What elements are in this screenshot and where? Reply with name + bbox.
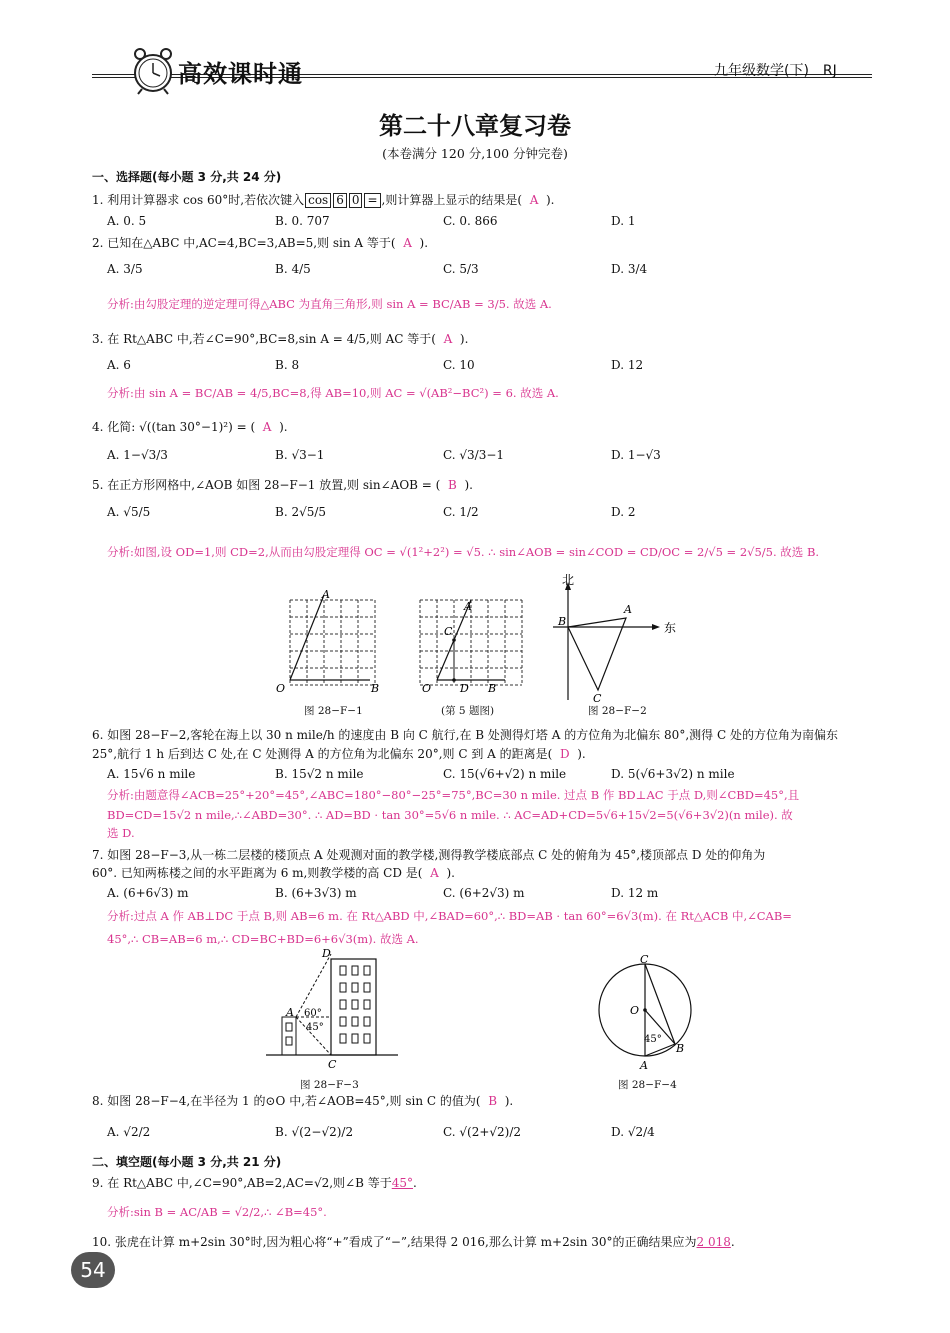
q1-option-b: B. 0. 707 <box>275 214 330 228</box>
q9-answer: 45° <box>391 1176 414 1190</box>
question-9 <box>92 1174 417 1191</box>
q7-option-a: A. (6+6√3) m <box>107 886 189 900</box>
caption-q5: (第 5 题图) <box>441 705 495 717</box>
caption-28-F-1: 图 28−F−1 <box>304 705 363 717</box>
q8-option-c: C. √(2+√2)/2 <box>443 1125 522 1139</box>
q3-option-d: D. 12 <box>611 358 644 372</box>
caption-28-F-3: 图 28−F−3 <box>300 1079 359 1091</box>
q5-text: 5. 在正方形网格中,∠AOB 如图 28−F−1 放置,则 sin∠AOB = ( <box>92 478 441 492</box>
alarm-clock-icon <box>130 46 176 96</box>
q4-end: ). <box>279 420 288 434</box>
q6-option-d: D. 5(√6+3√2) n mile <box>611 767 735 781</box>
section-choice-heading: 一、选择题(每小题 3 分,共 24 分) <box>92 170 282 184</box>
key-cos: cos <box>305 193 331 208</box>
svg-text:O: O <box>422 682 432 695</box>
svg-text:O: O <box>630 1004 640 1017</box>
q4-option-b: B. √3−1 <box>275 448 325 462</box>
q8-option-a: A. √2/2 <box>107 1125 151 1139</box>
q1-end: ). <box>546 193 555 207</box>
north-label: 北 <box>562 573 575 587</box>
q5-end: ). <box>464 478 473 492</box>
q8-option-b: B. √(2−√2)/2 <box>275 1125 354 1139</box>
svg-text:A: A <box>322 588 330 601</box>
q5-option-b: B. 2√5/5 <box>275 505 327 519</box>
page-title: 第二十八章复习卷 <box>379 111 571 140</box>
q5-option-d: D. 2 <box>611 505 636 519</box>
q3-answer: A <box>443 332 453 346</box>
figure-28-F-3 <box>262 944 402 1074</box>
svg-text:C: C <box>328 1058 337 1071</box>
svg-text:A: A <box>640 1059 648 1072</box>
q2-text: 2. 已知在△ABC 中,AC=4,BC=3,AB=5,则 sin A 等于( <box>92 236 396 250</box>
q10-answer: 2 018 <box>696 1235 731 1249</box>
q1-option-a: A. 0. 5 <box>107 214 147 228</box>
q10-text: 10. 张虎在计算 m+2sin 30°时,因为粗心将“+”看成了“−”,结果得 2 016,那么计算 m+2sin 30°的正确结果应为 <box>92 1235 697 1249</box>
figure-question-5 <box>414 588 524 698</box>
svg-text:D: D <box>322 947 331 960</box>
grade-label: 九年级数学(下) RJ <box>714 63 837 79</box>
q2-answer: A <box>403 236 412 250</box>
q6-analysis-line-2: BD=CD=15√2 n mile,∴∠ABD=30°. ∴ AD=BD · tan 30°=5√6 n mile. ∴ AC=AD+CD=5√6+15√2=5(√6+3√2)(n mile). 故 <box>107 808 793 822</box>
question-10 <box>92 1233 735 1250</box>
svg-text:A: A <box>624 603 632 616</box>
caption-28-F-4: 图 28−F−4 <box>618 1079 677 1091</box>
q4-option-d: D. 1−√3 <box>611 448 661 462</box>
logo-text: 高效课时通 <box>178 60 303 88</box>
q2-option-d: D. 3/4 <box>611 262 648 276</box>
q1-answer: A <box>529 193 539 207</box>
q1-option-c: C. 0. 866 <box>443 214 498 228</box>
caption-28-F-2: 图 28−F−2 <box>588 705 647 717</box>
q4-option-c: C. √3/3−1 <box>443 448 505 462</box>
q8-end: ). <box>504 1094 514 1108</box>
q7-answer: A <box>430 866 439 880</box>
q6-analysis-line-1: 分析:由题意得∠ACB=25°+20°=45°,∠ABC=180°−80°−25°=75°,BC=30 n mile. 过点 B 作 BD⊥AC 于点 D,则∠CBD=45°,且 <box>107 788 800 802</box>
svg-text:B: B <box>558 615 567 628</box>
q2-option-a: A. 3/5 <box>107 262 143 276</box>
key-equals: = <box>364 193 380 208</box>
q7-option-c: C. (6+2√3) m <box>443 886 525 900</box>
svg-text:A: A <box>286 1006 294 1019</box>
q9-analysis: 分析:sin B = AC/AB = √2/2,∴ ∠B=45°. <box>107 1205 327 1219</box>
svg-text:C: C <box>593 692 602 705</box>
question-4 <box>92 418 288 435</box>
question-7-line-1: 7. 如图 28−F−3,从一栋二层楼的楼顶点 A 处观测对面的教学楼,测得教学楼底部点 C 处的俯角为 45°,楼顶部点 D 处的仰角为 <box>92 848 766 862</box>
q7-option-b: B. (6+3√3) m <box>275 886 357 900</box>
q8-answer: B <box>488 1094 498 1108</box>
q8-option-d: D. √2/4 <box>611 1125 655 1139</box>
question-5 <box>92 476 473 493</box>
q6-option-a: A. 15√6 n mile <box>107 767 196 781</box>
q3-end: ). <box>459 332 469 346</box>
question-1 <box>92 191 555 208</box>
q5-option-c: C. 1/2 <box>443 505 479 519</box>
figure-28-F-4 <box>596 952 696 1072</box>
q7-option-d: D. 12 m <box>611 886 659 900</box>
q1-option-d: D. 1 <box>611 214 636 228</box>
q3-analysis: 分析:由 sin A = BC/AB = 4/5,BC=8,得 AB=10,则 AC = √(AB²−BC²) = 6. 故选 A. <box>107 386 559 400</box>
key-6: 6 <box>333 193 347 208</box>
q2-option-b: B. 4/5 <box>275 262 311 276</box>
q2-end: ). <box>419 236 429 250</box>
q7-analysis-line-1: 分析:过点 A 作 AB⊥DC 于点 B,则 AB=6 m. 在 Rt△ABD 中,∠BAD=60°,∴ BD=AB · tan 60°=6√3(m). 在 Rt△ACB 中,∠CAB= <box>107 909 792 923</box>
question-6-line-2 <box>92 745 586 762</box>
q2-option-c: C. 5/3 <box>443 262 479 276</box>
q7-text: 60°. 已知两栋楼之间的水平距离为 6 m,则教学楼的高 CD 是( <box>92 866 423 880</box>
figure-28-F-1 <box>270 588 390 698</box>
question-7-line-2 <box>92 864 455 881</box>
question-2 <box>92 234 428 251</box>
q6-text: 25°,航行 1 h 后到达 C 处,在 C 处测得 A 的方位角为北偏东 20°,则 C 到 A 的距离是( <box>92 747 553 761</box>
page-subtitle: (本卷满分 120 分,100 分钟完卷) <box>382 146 568 161</box>
svg-text:B: B <box>488 682 497 695</box>
q8-text: 8. 如图 28−F−4,在半径为 1 的⊙O 中,若∠AOB=45°,则 sin C 的值为( <box>92 1094 481 1108</box>
section-fill-heading: 二、填空题(每小题 3 分,共 21 分) <box>92 1155 282 1169</box>
q7-analysis-line-2: 45°,∴ CB=AB=6 m,∴ CD=BC+BD=6+6√3(m). 故选 A. <box>107 932 419 946</box>
q9-text: 9. 在 Rt△ABC 中,∠C=90°,AB=2,AC=√2,则∠B 等于 <box>92 1176 392 1190</box>
svg-text:B: B <box>676 1042 685 1055</box>
svg-text:D: D <box>460 682 469 695</box>
q2-analysis: 分析:由勾股定理的逆定理可得△ABC 为直角三角形,则 sin A = BC/AB = 3/5. 故选 A. <box>107 297 552 311</box>
q5-answer: B <box>447 478 457 492</box>
q3-option-c: C. 10 <box>443 358 475 372</box>
east-label: 东 <box>664 621 677 635</box>
q3-option-b: B. 8 <box>275 358 300 372</box>
q9-end: . <box>413 1176 417 1190</box>
svg-text:A: A <box>464 600 472 613</box>
page-number: 54 <box>71 1252 115 1288</box>
q10-end: . <box>730 1235 735 1249</box>
figure-28-F-2 <box>548 570 688 710</box>
svg-text:C: C <box>444 625 453 638</box>
q1-post: ,则计算器上显示的结果是( <box>381 193 523 207</box>
q1-text: 1. 利用计算器求 cos 60°时,若依次键入 <box>92 193 305 207</box>
svg-text:C: C <box>640 953 649 966</box>
q4-option-a: A. 1−√3/3 <box>107 448 168 462</box>
q4-answer: A <box>262 420 272 434</box>
q3-text: 3. 在 Rt△ABC 中,若∠C=90°,BC=8,sin A = 4/5,则 AC 等于( <box>92 332 436 346</box>
q5-option-a: A. √5/5 <box>107 505 151 519</box>
q5-analysis: 分析:如图,设 OD=1,则 CD=2,从而由勾股定理得 OC = √(1²+2²) = √5. ∴ sin∠AOB = sin∠COD = CD/OC = 2/√5 = 2√5/5. 故选 B. <box>107 545 820 559</box>
question-6-line-1: 6. 如图 28−F−2,客轮在海上以 30 n mile/h 的速度由 B 向 C 航行,在 B 处测得灯塔 A 的方位角为北偏东 80°,测得 C 处的方位角为南偏东 <box>92 728 838 742</box>
q4-text: 4. 化简: √((tan 30°−1)²) = ( <box>92 420 256 434</box>
q7-end: ). <box>446 866 455 880</box>
q3-option-a: A. 6 <box>107 358 131 372</box>
svg-text:O: O <box>276 682 286 695</box>
question-3 <box>92 330 468 347</box>
q6-option-b: B. 15√2 n mile <box>275 767 364 781</box>
q6-end: ). <box>577 747 586 761</box>
q6-answer: D <box>559 747 570 761</box>
q6-option-c: C. 15(√6+√2) n mile <box>443 767 567 781</box>
angle-60-label: 60° <box>304 1008 322 1019</box>
question-8 <box>92 1092 513 1109</box>
angle-45-label-f4: 45° <box>644 1034 662 1045</box>
svg-text:B: B <box>371 682 380 695</box>
q6-analysis-line-3: 选 D. <box>107 826 135 840</box>
angle-45-label: 45° <box>306 1022 324 1033</box>
key-0: 0 <box>349 193 363 208</box>
